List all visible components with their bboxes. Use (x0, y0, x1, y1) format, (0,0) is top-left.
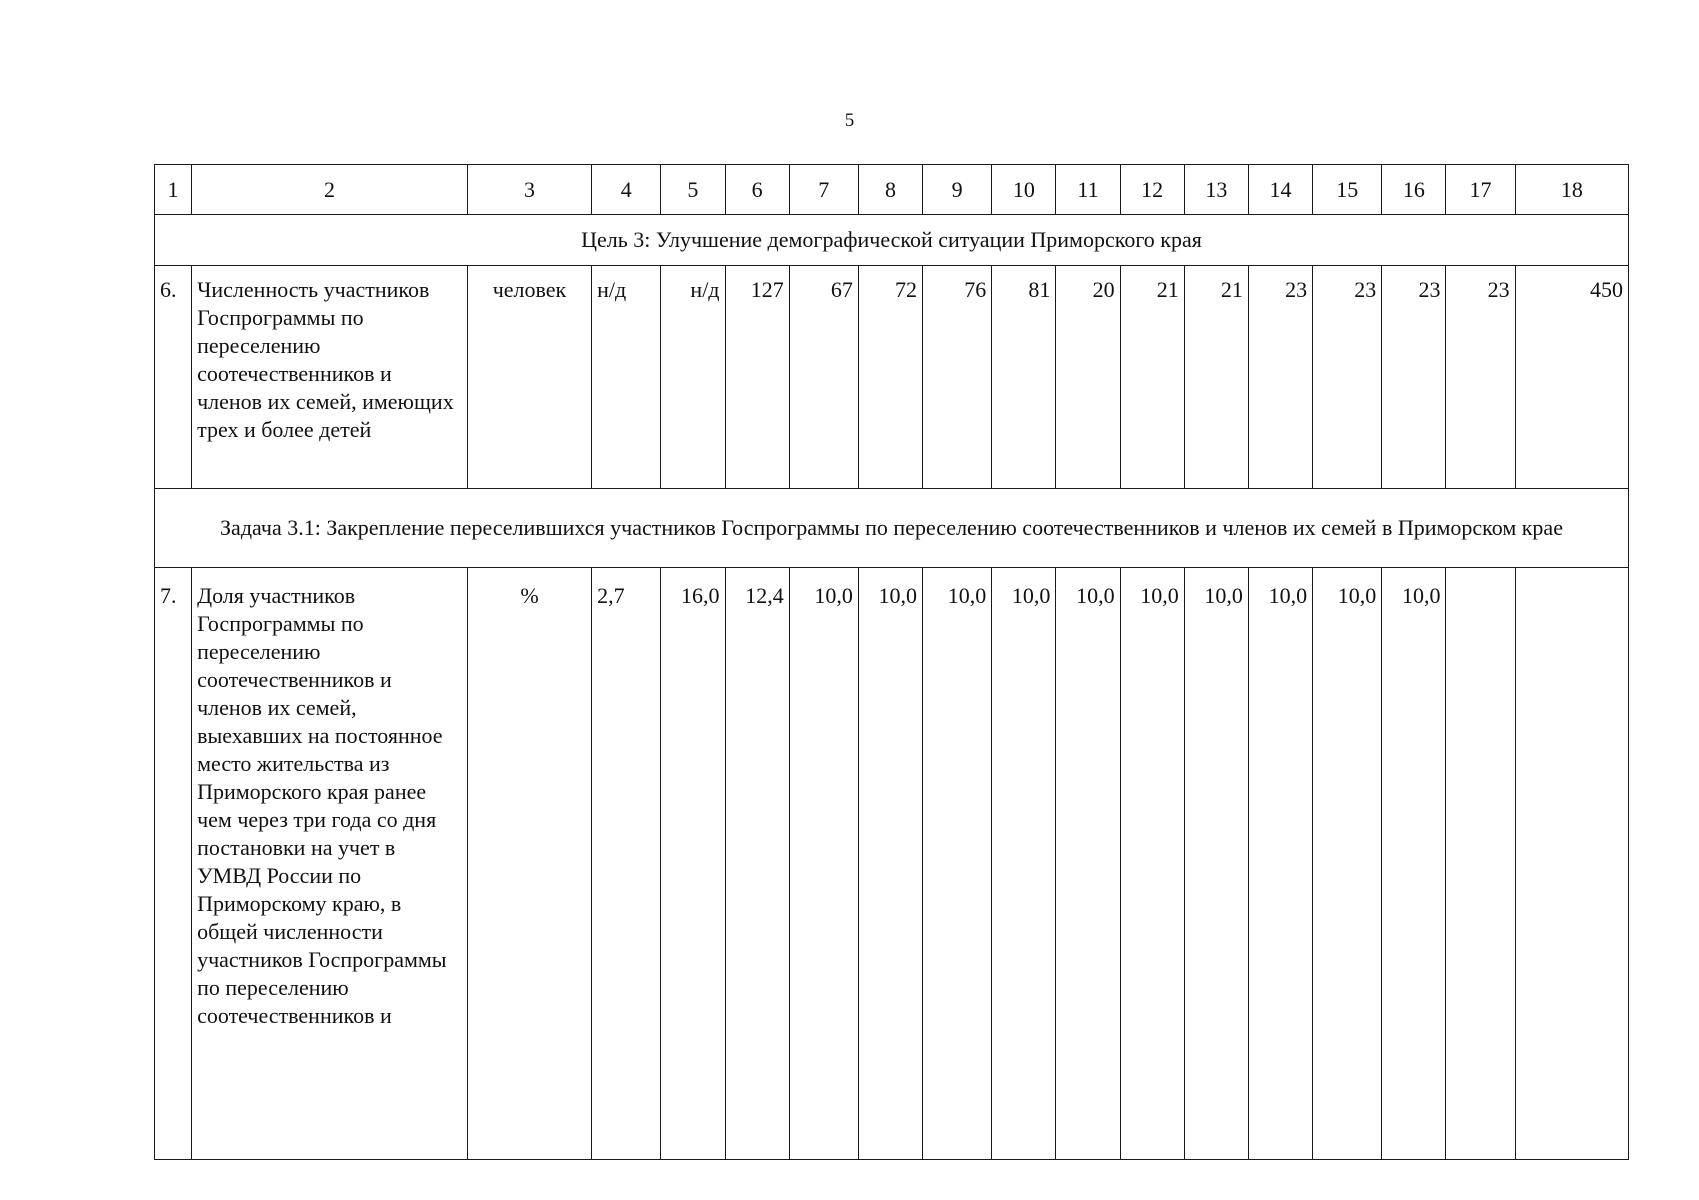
value-cell: 20 (1056, 266, 1120, 489)
header-cell: 10 (992, 165, 1056, 215)
header-cell: 1 (155, 165, 192, 215)
value-cell: н/д (592, 266, 661, 489)
header-cell: 13 (1184, 165, 1248, 215)
unit-cell: человек (467, 266, 591, 489)
value-cell: 67 (789, 266, 858, 489)
value-cell: 76 (923, 266, 992, 489)
value-cell (1515, 568, 1628, 1160)
value-cell: 10,0 (923, 568, 992, 1160)
goal-row (155, 215, 1629, 266)
value-cell: 10,0 (1056, 568, 1120, 1160)
value-cell: 127 (725, 266, 789, 489)
value-cell: 10,0 (1120, 568, 1184, 1160)
value-cell: 21 (1120, 266, 1184, 489)
value-cell: 10,0 (858, 568, 922, 1160)
value-cell: 12,4 (725, 568, 789, 1160)
header-cell: 15 (1313, 165, 1382, 215)
header-cell: 2 (192, 165, 468, 215)
value-cell: 10,0 (1382, 568, 1446, 1160)
header-cell: 14 (1248, 165, 1312, 215)
page-number: 5 (844, 110, 855, 131)
indicator-name: Численность участников Госпрограммы по переселению соотечественников и членов их семей, имеющих трех и более детей (192, 266, 468, 489)
value-cell: 10,0 (789, 568, 858, 1160)
value-cell: 72 (858, 266, 922, 489)
value-cell: 23 (1446, 266, 1515, 489)
task-row (155, 489, 1629, 568)
header-cell: 9 (923, 165, 992, 215)
value-cell: 16,0 (661, 568, 725, 1160)
header-cell: 12 (1120, 165, 1184, 215)
value-cell (1446, 568, 1515, 1160)
header-cell: 3 (467, 165, 591, 215)
value-cell: 81 (992, 266, 1056, 489)
header-cell: 18 (1515, 165, 1628, 215)
header-cell: 17 (1446, 165, 1515, 215)
value-cell: 23 (1248, 266, 1312, 489)
value-cell: 10,0 (1313, 568, 1382, 1160)
value-cell: 10,0 (1248, 568, 1312, 1160)
task-heading: Задача 3.1: Закрепление переселившихся участников Госпрограммы по переселению соотечественников и членов их семей в Приморском крае (155, 489, 1629, 568)
table-row (155, 266, 1629, 489)
value-cell: 23 (1382, 266, 1446, 489)
header-cell: 7 (789, 165, 858, 215)
table-row (155, 568, 1629, 1160)
goal-heading: Цель 3: Улучшение демографической ситуации Приморского края (155, 215, 1629, 266)
indicators-table (154, 164, 1629, 1160)
column-number-row (155, 165, 1629, 215)
value-cell: 450 (1515, 266, 1628, 489)
header-cell: 4 (592, 165, 661, 215)
value-cell: 10,0 (1184, 568, 1248, 1160)
header-cell: 11 (1056, 165, 1120, 215)
row-number: 7. (155, 568, 192, 1160)
value-cell: 2,7 (592, 568, 661, 1160)
value-cell: 21 (1184, 266, 1248, 489)
value-cell: 23 (1313, 266, 1382, 489)
value-cell: н/д (661, 266, 725, 489)
header-cell: 8 (858, 165, 922, 215)
indicator-name: Доля участников Госпрограммы по переселению соотечественников и членов их семей, выехавших на постоянное место жительства из Приморского края ранее чем через три года со дня постановки на учет в УМВД России по Приморскому краю, в общей численности участников Госпрограммы по переселению соотечественников и (192, 568, 468, 1160)
row-number: 6. (155, 266, 192, 489)
unit-cell: % (467, 568, 591, 1160)
header-cell: 5 (661, 165, 725, 215)
value-cell: 10,0 (992, 568, 1056, 1160)
header-cell: 16 (1382, 165, 1446, 215)
header-cell: 6 (725, 165, 789, 215)
